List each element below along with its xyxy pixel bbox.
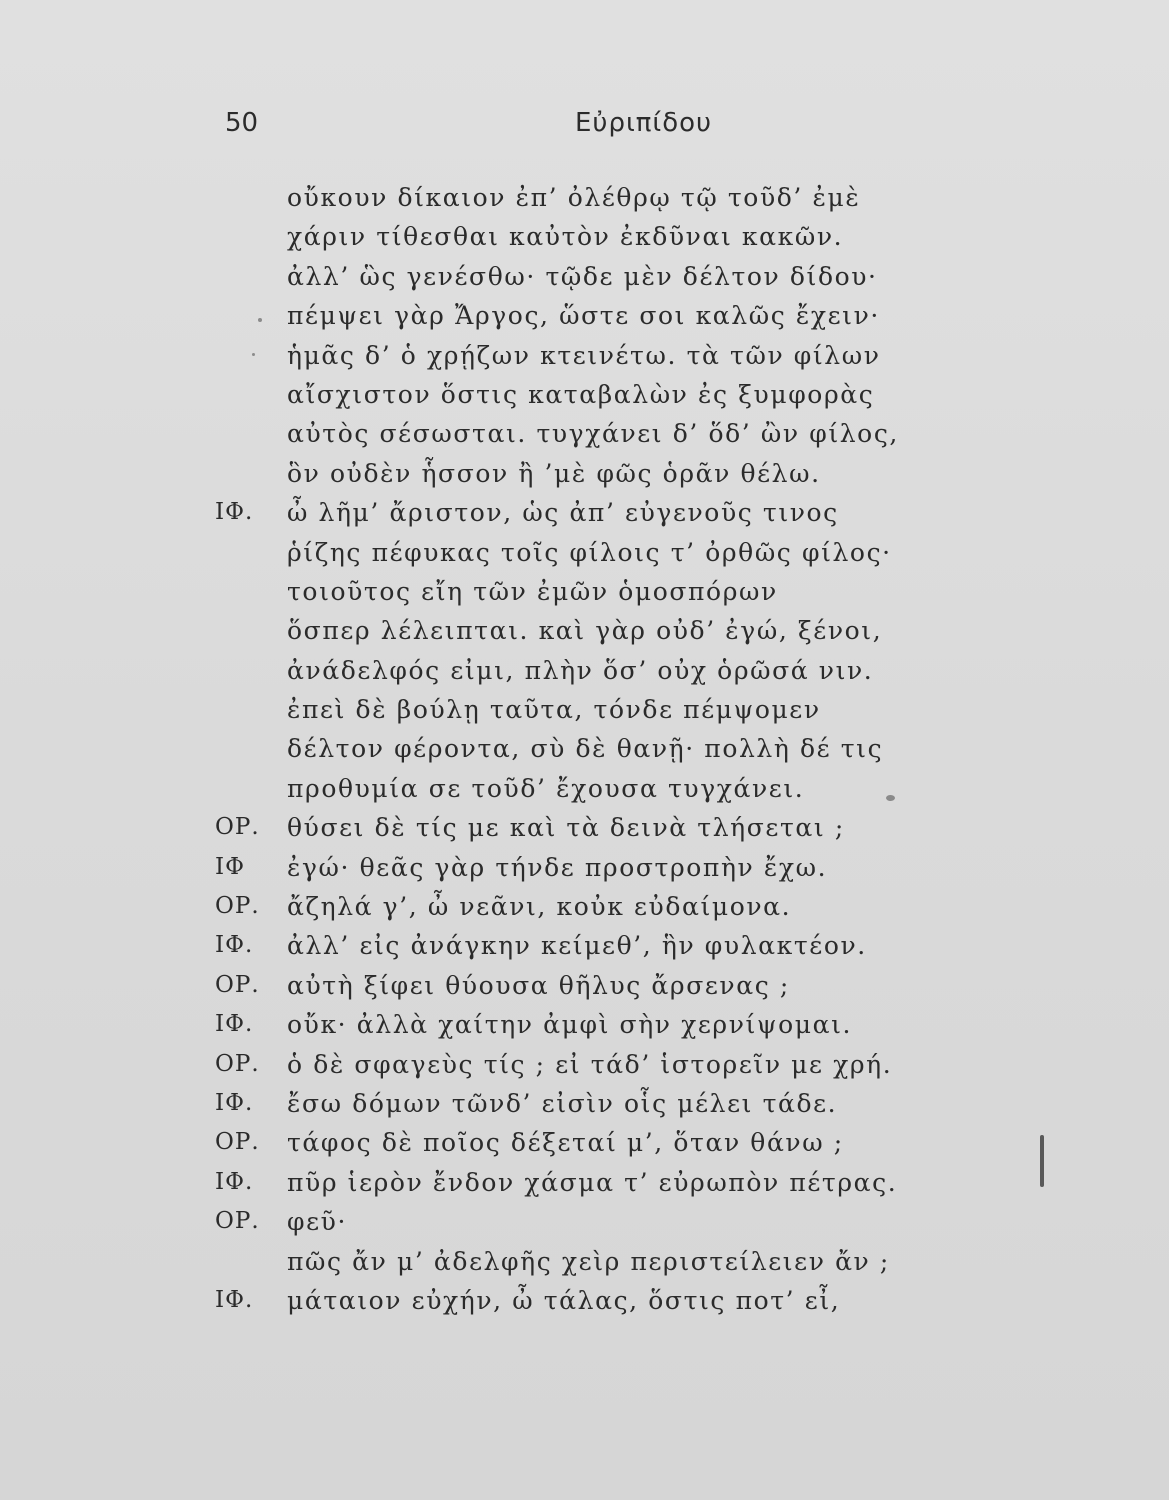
verse-line: [215, 611, 1015, 650]
verse-line: [215, 336, 1015, 375]
verse-line: [215, 1281, 1015, 1320]
verse-line: [215, 178, 1015, 217]
line-text: ὦ λῆμ’ ἄριστον, ὡς ἀπ’ εὐγενοῦς τινος: [287, 498, 839, 528]
line-text: θύσει δὲ τίς με καὶ τὰ δεινὰ τλήσεται ;: [287, 813, 845, 843]
speaker-label: ΟΡ.: [215, 1208, 260, 1235]
line-text: φεῦ·: [287, 1207, 348, 1237]
speaker-label: ΙΦ.: [215, 499, 254, 526]
verse-line: [215, 1084, 1015, 1123]
verse-line: [215, 257, 1015, 296]
scan-mark: [1040, 1135, 1044, 1187]
verse-line: [215, 1163, 1015, 1202]
line-text: ἀλλ’ ὣς γενέσθω· τῷδε μὲν δέλτον δίδου·: [287, 261, 878, 291]
speaker-label: ΙΦ.: [215, 1011, 254, 1038]
verse-line: [215, 296, 1015, 335]
verse-line: [215, 414, 1015, 453]
line-text: πῦρ ἱερὸν ἔνδον χάσμα τ’ εὐρωπὸν πέτρας.: [287, 1167, 898, 1197]
speaker-label: ΟΡ.: [215, 1129, 260, 1156]
line-text: ἐπεὶ δὲ βούλῃ ταῦτα, τόνδε πέμψομεν: [287, 695, 821, 725]
verse-line: [215, 966, 1015, 1005]
line-text: τάφος δὲ ποῖος δέξεταί μ’, ὅταν θάνω ;: [287, 1128, 844, 1158]
verse-line: [215, 533, 1015, 572]
line-text: ἐγώ· θεᾶς γὰρ τήνδε προστροπὴν ἔχω.: [287, 852, 828, 882]
verse-line: [215, 1242, 1015, 1281]
line-text: αἴσχιστον ὅστις καταβαλὼν ἐς ξυμφορὰς: [287, 379, 875, 409]
speaker-label: ΙΦ.: [215, 932, 254, 959]
verse-line: [215, 1005, 1015, 1044]
page-header: [225, 108, 985, 148]
page-number: 50: [225, 108, 259, 138]
speaker-label: ΙΦ: [215, 853, 245, 880]
line-text: ἔσω δόμων τῶνδ’ εἰσὶν οἷς μέλει τάδε.: [287, 1088, 838, 1118]
verse-line: [215, 217, 1015, 256]
line-text: ὁ δὲ σφαγεὺς τίς ; εἰ τάδ’ ἱστορεῖν με χρή.: [287, 1049, 893, 1079]
line-text: οὔκ· ἀλλὰ χαίτην ἀμφὶ σὴν χερνίψομαι.: [287, 1010, 853, 1040]
line-text: τοιοῦτος εἴη τῶν ἐμῶν ὁμοσπόρων: [287, 576, 778, 606]
line-text: αὐτὴ ξίφει θύουσα θῆλυς ἄρσενας ;: [287, 970, 790, 1000]
verse-line: [215, 1123, 1015, 1162]
line-text: πῶς ἄν μ’ ἀδελφῆς χεὶρ περιστείλειεν ἄν ;: [287, 1246, 890, 1276]
verse-line: [215, 493, 1015, 532]
speaker-label: ΙΦ.: [215, 1168, 254, 1195]
verse-line: [215, 1202, 1015, 1241]
verse-line: [215, 729, 1015, 768]
verse-line: [215, 848, 1015, 887]
speaker-label: ΟΡ.: [215, 1050, 260, 1077]
speaker-label: ΟΡ.: [215, 893, 260, 920]
speaker-label: ΟΡ.: [215, 814, 260, 841]
verse-line: [215, 887, 1015, 926]
line-text: ἀνάδελφός εἰμι, πλὴν ὅσ’ οὐχ ὁρῶσά νιν.: [287, 655, 874, 685]
scan-speck: [886, 795, 895, 801]
verse-text: [215, 178, 1015, 1320]
line-text: ὃν οὐδὲν ἧσσον ἢ ’μὲ φῶς ὁρᾶν θέλω.: [287, 458, 821, 488]
line-text: ἡμᾶς δ’ ὁ χρῄζων κτεινέτω. τὰ τῶν φίλων: [287, 340, 881, 370]
speaker-label: ΙΦ.: [215, 1286, 254, 1313]
verse-line: [215, 690, 1015, 729]
line-text: δέλτον φέροντα, σὺ δὲ θανῇ· πολλὴ δέ τις: [287, 734, 884, 764]
verse-line: [215, 926, 1015, 965]
verse-line: [215, 375, 1015, 414]
line-text: μάταιον εὐχήν, ὦ τάλας, ὅστις ποτ’ εἶ,: [287, 1285, 841, 1315]
verse-line: [215, 454, 1015, 493]
speaker-label: ΙΦ.: [215, 1089, 254, 1116]
line-text: πέμψει γὰρ Ἄργος, ὥστε σοι καλῶς ἔχειν·: [287, 301, 880, 331]
verse-line: [215, 769, 1015, 808]
line-text: ἄζηλά γ’, ὦ νεᾶνι, κοὐκ εὐδαίμονα.: [287, 892, 792, 922]
scan-speck: [252, 353, 255, 356]
line-text: προθυμία σε τοῦδ’ ἔχουσα τυγχάνει.: [287, 773, 805, 803]
line-text: ὅσπερ λέλειπται. καὶ γὰρ οὐδ’ ἐγώ, ξένοι,: [287, 616, 883, 646]
line-text: αὐτὸς σέσωσται. τυγχάνει δ’ ὅδ’ ὢν φίλος,: [287, 419, 899, 449]
speaker-label: ΟΡ.: [215, 971, 260, 998]
verse-line: [215, 808, 1015, 847]
running-head: Εὐριπίδου: [575, 108, 713, 138]
line-text: ἀλλ’ εἰς ἀνάγκην κείμεθ’, ἣν φυλακτέον.: [287, 931, 867, 961]
line-text: ῥίζης πέφυκας τοῖς φίλοις τ’ ὀρθῶς φίλος·: [287, 537, 892, 567]
line-text: χάριν τίθεσθαι καὐτὸν ἐκδῦναι κακῶν.: [287, 222, 844, 252]
verse-line: [215, 1045, 1015, 1084]
verse-line: [215, 651, 1015, 690]
scan-speck: [258, 318, 262, 322]
verse-line: [215, 572, 1015, 611]
line-text: οὔκουν δίκαιον ἐπ’ ὀλέθρῳ τῷ τοῦδ’ ἐμὲ: [287, 183, 861, 212]
